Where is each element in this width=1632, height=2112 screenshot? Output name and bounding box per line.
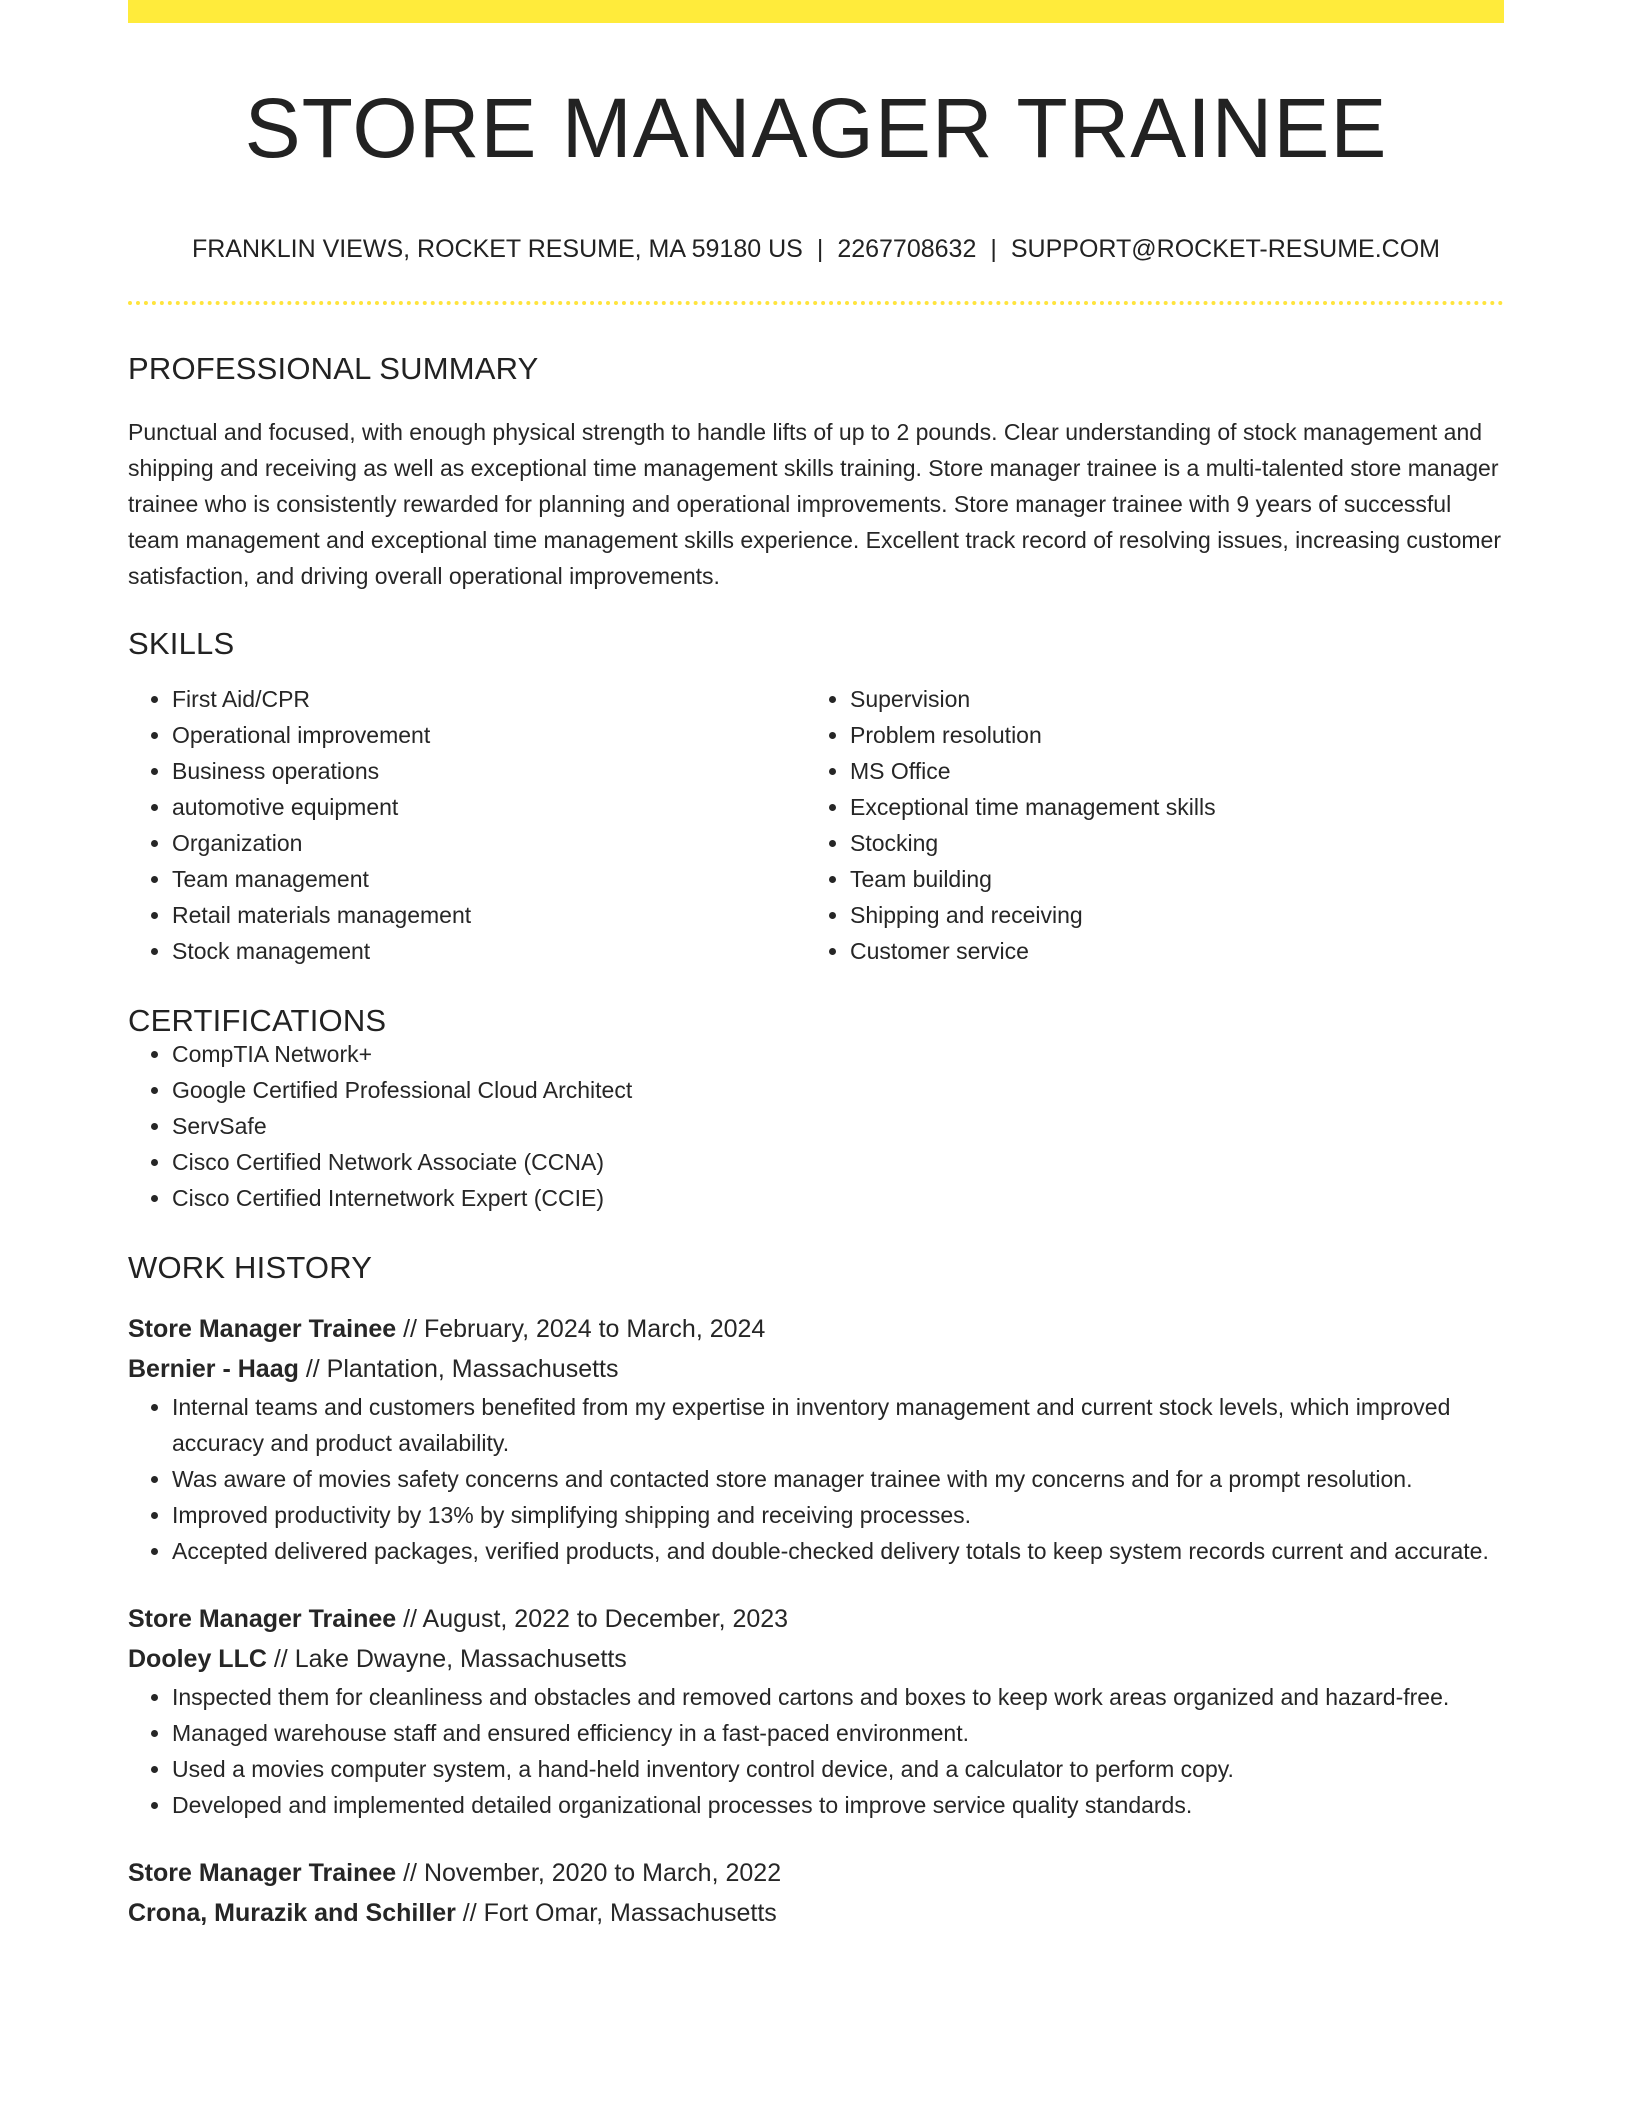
skill-item: • Team management — [172, 861, 806, 897]
certifications-heading: CERTIFICATIONS — [128, 1003, 387, 1038]
job-bullet: • Developed and implemented detailed organizational processes to improve service quality standards. — [172, 1787, 1504, 1823]
skill-item: • Supervision — [850, 681, 1484, 717]
skills-right-column — [806, 681, 1484, 969]
skill-item: • Problem resolution — [850, 717, 1484, 753]
skill-item: • Customer service — [850, 933, 1484, 969]
skill-item: • Business operations — [172, 753, 806, 789]
certification-item: • ServSafe — [172, 1108, 1504, 1144]
job-company-line — [128, 1349, 1504, 1389]
work-history-heading: WORK HISTORY — [128, 1250, 373, 1285]
job-dates: // August, 2022 to December, 2023 — [396, 1605, 789, 1633]
contact-phone: 2267708632 — [837, 235, 977, 263]
job-bullet: • Accepted delivered packages, verified products, and double-checked delivery totals to keep system records current and accurate. — [172, 1533, 1504, 1569]
certifications-list — [128, 1036, 1504, 1216]
job-title-line — [128, 1599, 1504, 1639]
job-bullet: • Managed warehouse staff and ensured efficiency in a fast-paced environment. — [172, 1715, 1504, 1751]
skill-item: • Operational improvement — [172, 717, 806, 753]
job-role: Store Manager Trainee — [128, 1859, 397, 1887]
contact-address: FRANKLIN VIEWS, ROCKET RESUME, MA 59180 US — [191, 235, 803, 263]
job-bullet-list — [128, 1679, 1504, 1823]
skill-item: • First Aid/CPR — [172, 681, 806, 717]
job-company-line — [128, 1639, 1504, 1679]
skill-item: • Stocking — [850, 825, 1484, 861]
summary-text: Punctual and focused, with enough physical strength to handle lifts of up to 2 pounds. Clear understanding of stock management and shipping and receiving as well as exceptional time management skills training. Store manager trainee is a multi-talented store manager trainee who is consistently rewarded for planning and operational improvements. Store manager trainee with 9 years of successful team management and exceptional time management skills experience. Excellent track record of resolving issues, increasing customer satisfaction, and driving overall operational improvements. — [128, 419, 1501, 589]
job-title-line — [128, 1309, 1504, 1349]
job-bullet-list — [128, 1389, 1504, 1569]
skill-item: • Retail materials management — [172, 897, 806, 933]
job-company: Crona, Murazik and Schiller — [128, 1899, 456, 1927]
certification-item: • Google Certified Professional Cloud Architect — [172, 1072, 1504, 1108]
job-dates: // February, 2024 to March, 2024 — [396, 1315, 766, 1343]
skill-item: • Organization — [172, 825, 806, 861]
job-bullet: • Was aware of movies safety concerns and contacted store manager trainee with my concerns and for a prompt resolution. — [172, 1461, 1504, 1497]
header-divider — [128, 301, 1504, 305]
contact-email: SUPPORT@ROCKET-RESUME.COM — [1010, 235, 1440, 263]
job-company: Bernier - Haag — [128, 1355, 299, 1383]
skill-item: • Stock management — [172, 933, 806, 969]
contact-line — [128, 237, 1504, 262]
certification-item: • CompTIA Network+ — [172, 1036, 1504, 1072]
job-bullet: • Used a movies computer system, a hand-held inventory control device, and a calculator to perform copy. — [172, 1751, 1504, 1787]
job-entry — [128, 1309, 1504, 1569]
skills-left-column — [128, 681, 806, 969]
contact-separator: | — [816, 235, 824, 263]
certification-item: • Cisco Certified Network Associate (CCNA) — [172, 1144, 1504, 1180]
skill-item: • Exceptional time management skills — [850, 789, 1484, 825]
skills-columns — [128, 681, 1504, 969]
job-location: // Lake Dwayne, Massachusetts — [266, 1645, 627, 1673]
job-location: // Plantation, Massachusetts — [298, 1355, 619, 1383]
job-company: Dooley LLC — [128, 1645, 267, 1673]
job-bullet: • Inspected them for cleanliness and obstacles and removed cartons and boxes to keep work areas organized and hazard-free. — [172, 1679, 1504, 1715]
job-location: // Fort Omar, Massachusetts — [455, 1899, 777, 1927]
candidate-name: STORE MANAGER TRAINEE — [244, 81, 1388, 175]
contact-separator: | — [990, 235, 997, 263]
job-bullet: • Improved productivity by 13% by simplifying shipping and receiving processes. — [172, 1497, 1504, 1533]
skill-item: • Shipping and receiving — [850, 897, 1484, 933]
job-role: Store Manager Trainee — [128, 1605, 397, 1633]
job-title-line — [128, 1853, 1504, 1893]
job-entry — [128, 1853, 1504, 1933]
job-dates: // November, 2020 to March, 2022 — [396, 1859, 782, 1887]
resume-page — [128, 0, 1504, 1933]
job-role: Store Manager Trainee — [128, 1315, 397, 1343]
skill-item: • Team building — [850, 861, 1484, 897]
job-entry — [128, 1599, 1504, 1823]
job-company-line — [128, 1893, 1504, 1933]
accent-bar — [128, 0, 1504, 23]
skill-item: • automotive equipment — [172, 789, 806, 825]
certification-item: • Cisco Certified Internetwork Expert (CCIE) — [172, 1180, 1504, 1216]
skill-item: • MS Office — [850, 753, 1484, 789]
summary-heading: PROFESSIONAL SUMMARY — [128, 351, 539, 386]
job-bullet: • Internal teams and customers benefited from my expertise in inventory management and current stock levels, which improved accuracy and product availability. — [172, 1389, 1504, 1461]
skills-heading: SKILLS — [128, 626, 235, 661]
